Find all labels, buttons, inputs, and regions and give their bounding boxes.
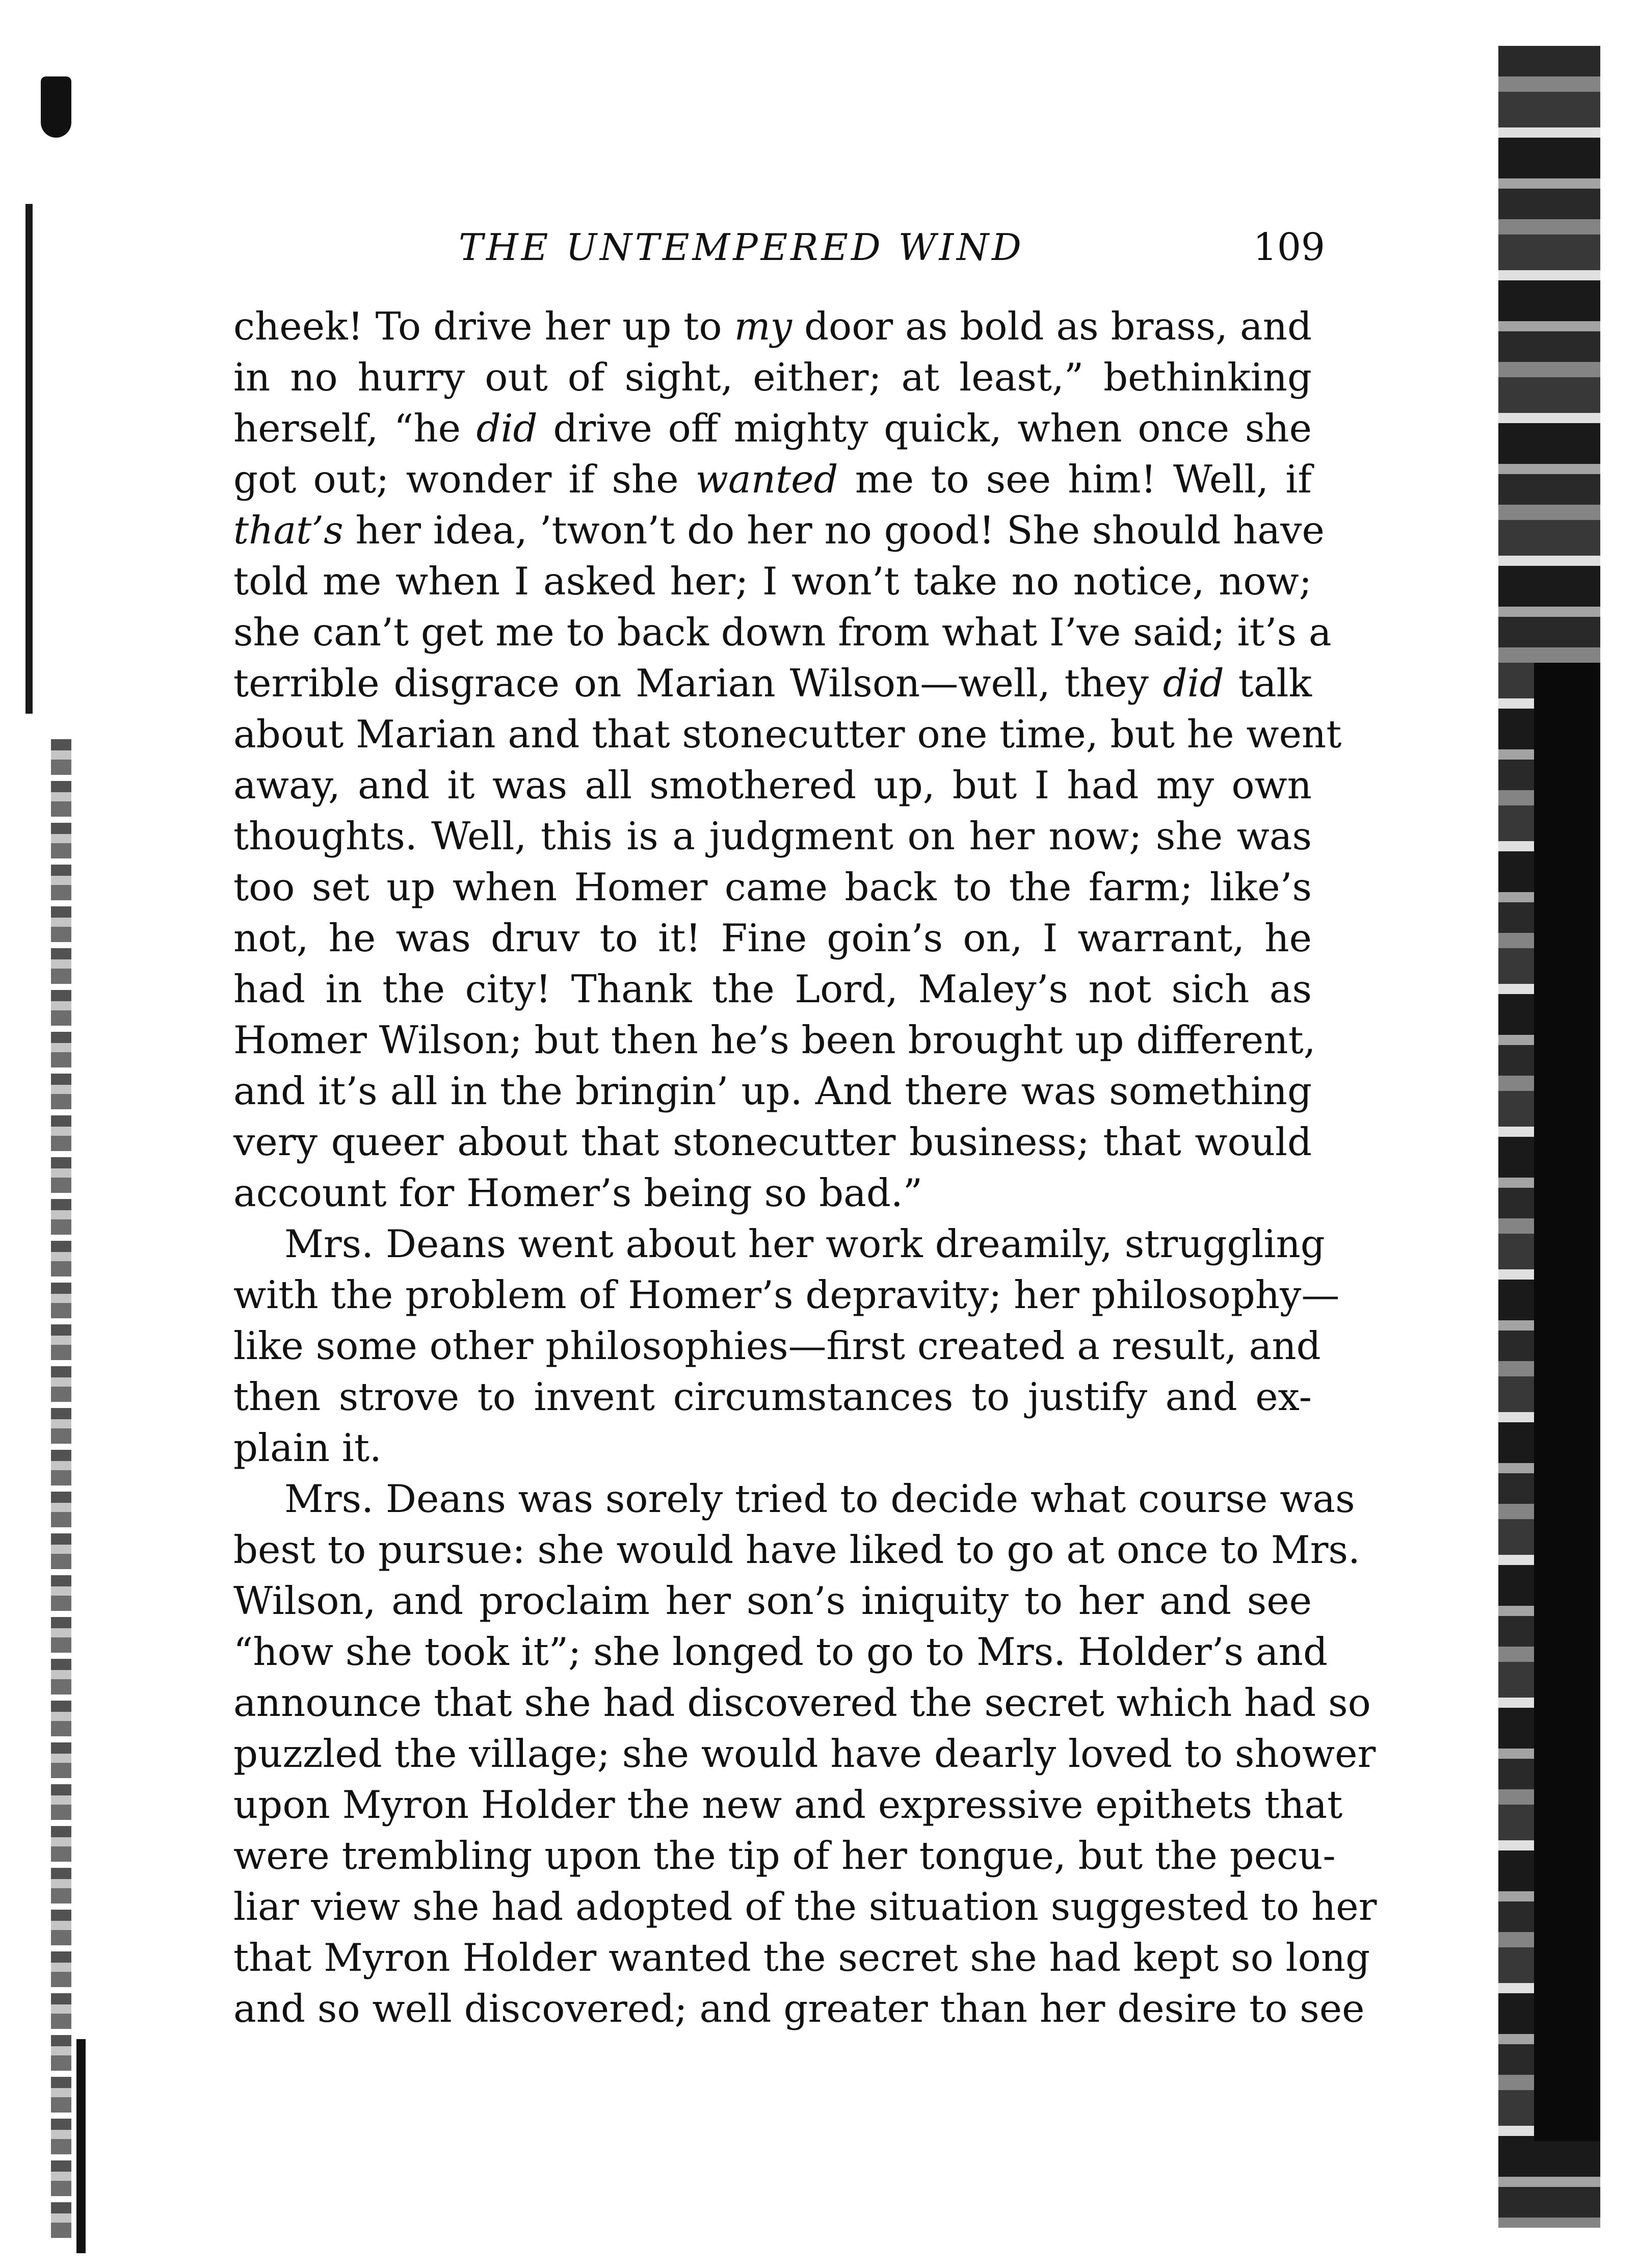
italic-text: wanted [695, 457, 838, 502]
text-run: best to pursue: she would have liked to go at once to Mrs. [233, 1527, 1360, 1572]
text-line [233, 760, 1312, 811]
body-text [233, 301, 1377, 2034]
text-run: account for Homer’s being so bad.” [233, 1170, 923, 1215]
text-run: plain it. [233, 1425, 382, 1470]
scan-artifact-left-edge [25, 204, 33, 714]
text-line [233, 709, 1342, 760]
text-line [233, 1932, 1370, 1983]
text-line [233, 1626, 1328, 1677]
text-line [233, 1014, 1316, 1065]
text-line [233, 913, 1312, 963]
text-run: me to see him! Well, if [838, 457, 1312, 502]
text-line [233, 1830, 1336, 1881]
text-line [233, 862, 1312, 913]
text-run: with the problem of Homer’s depravity; her philosophy— [233, 1272, 1340, 1317]
text-line [233, 811, 1312, 862]
paragraph [233, 1218, 1340, 1473]
italic-text: did [1163, 661, 1224, 706]
text-run: had in the city! Thank the Lord, Maley’s not sich as [233, 967, 1312, 1011]
italic-text: my [734, 304, 792, 349]
text-line [233, 1473, 1355, 1524]
scan-artifact-left-margin [51, 739, 71, 2243]
text-line [233, 1728, 1376, 1779]
scan-artifact-right-binding [1534, 663, 1600, 2141]
text-run: like some other philosophies—first created a result, and [233, 1323, 1321, 1368]
text-line [233, 505, 1325, 556]
page-number: 109 [1253, 225, 1325, 269]
text-run: cheek! To drive her up to [233, 304, 734, 349]
text-run: very queer about that stonecutter business; that would [233, 1119, 1312, 1164]
text-line [233, 352, 1312, 403]
text-run: and it’s all in the bringin’ up. And there was something [233, 1068, 1312, 1113]
text-line [233, 556, 1312, 607]
text-run: puzzled the village; she would have dearly loved to shower [233, 1731, 1376, 1776]
text-run: in no hurry out of sight, either; at least,” bethinking [233, 355, 1312, 400]
text-run: she can’t get me to back down from what I’ve said; it’s a [233, 610, 1332, 655]
text-run: drive off mighty quick, when once she [537, 406, 1312, 451]
text-line [233, 658, 1312, 709]
text-run: away, and it was all smothered up, but I had my own [233, 763, 1312, 807]
text-run: got out; wonder if she [233, 457, 696, 502]
text-line [233, 1779, 1343, 1830]
paragraph [233, 1473, 1377, 2034]
text-run: “how she took it”; she longed to go to Mrs. Holder’s and [233, 1629, 1328, 1674]
text-line [233, 1422, 1312, 1473]
text-line [233, 1116, 1312, 1167]
text-line [233, 454, 1312, 505]
text-run: announce that she had discovered the secret which had so [233, 1680, 1371, 1725]
text-line [233, 1677, 1371, 1728]
text-line [233, 1269, 1340, 1320]
text-run: liar view she had adopted of the situation suggested to her [233, 1884, 1377, 1929]
scan-artifact-top-left [41, 76, 71, 138]
text-run: Mrs. Deans was sorely tried to decide what course was [284, 1476, 1355, 1521]
text-run: too set up when Homer came back to the farm; like’s [233, 865, 1312, 909]
text-line [233, 1575, 1312, 1626]
text-line [233, 403, 1312, 454]
text-run: upon Myron Holder the new and expressive epithets that [233, 1782, 1343, 1827]
text-line [233, 1167, 1312, 1218]
text-run: about Marian and that stonecutter one time, but he went [233, 712, 1342, 757]
text-run: then strove to invent circumstances to justify and ex- [233, 1374, 1312, 1419]
text-line [233, 1524, 1360, 1575]
text-run: her idea, ’twon’t do her no good! She should have [343, 508, 1325, 553]
running-head [224, 219, 1325, 275]
text-line [233, 963, 1312, 1014]
running-title: THE UNTEMPERED WIND [459, 226, 1024, 269]
text-run: were trembling upon the tip of her tongue, but the pecu- [233, 1833, 1336, 1878]
text-run: Mrs. Deans went about her work dreamily, struggling [284, 1221, 1325, 1266]
text-run: Homer Wilson; but then he’s been brought up different, [233, 1018, 1316, 1062]
paragraph [233, 301, 1342, 1218]
scan-artifact-left-bottom [76, 2039, 86, 2253]
italic-text: that’s [233, 508, 344, 553]
text-line [233, 301, 1312, 352]
text-line [233, 1881, 1377, 1932]
text-line [233, 607, 1332, 658]
text-run: and so well discovered; and greater than her desire to see [233, 1986, 1365, 2031]
text-line [233, 1320, 1321, 1371]
text-run: thoughts. Well, this is a judgment on her now; she was [233, 814, 1312, 858]
text-line [233, 1218, 1325, 1269]
text-run: that Myron Holder wanted the secret she had kept so long [233, 1935, 1370, 1980]
italic-text: did [476, 406, 538, 451]
text-run: herself, “he [233, 406, 477, 451]
text-run: told me when I asked her; I won’t take no notice, now; [233, 559, 1312, 604]
text-run: door as bold as brass, and [792, 304, 1312, 349]
text-run: Wilson, and proclaim her son’s iniquity to her and see [233, 1578, 1312, 1623]
text-line [233, 1371, 1312, 1422]
text-line [233, 1065, 1312, 1116]
text-run: not, he was druv to it! Fine goin’s on, I warrant, he [233, 916, 1312, 960]
text-run: talk [1224, 661, 1312, 706]
text-line [233, 1983, 1365, 2034]
text-run: terrible disgrace on Marian Wilson—well, they [233, 661, 1163, 706]
